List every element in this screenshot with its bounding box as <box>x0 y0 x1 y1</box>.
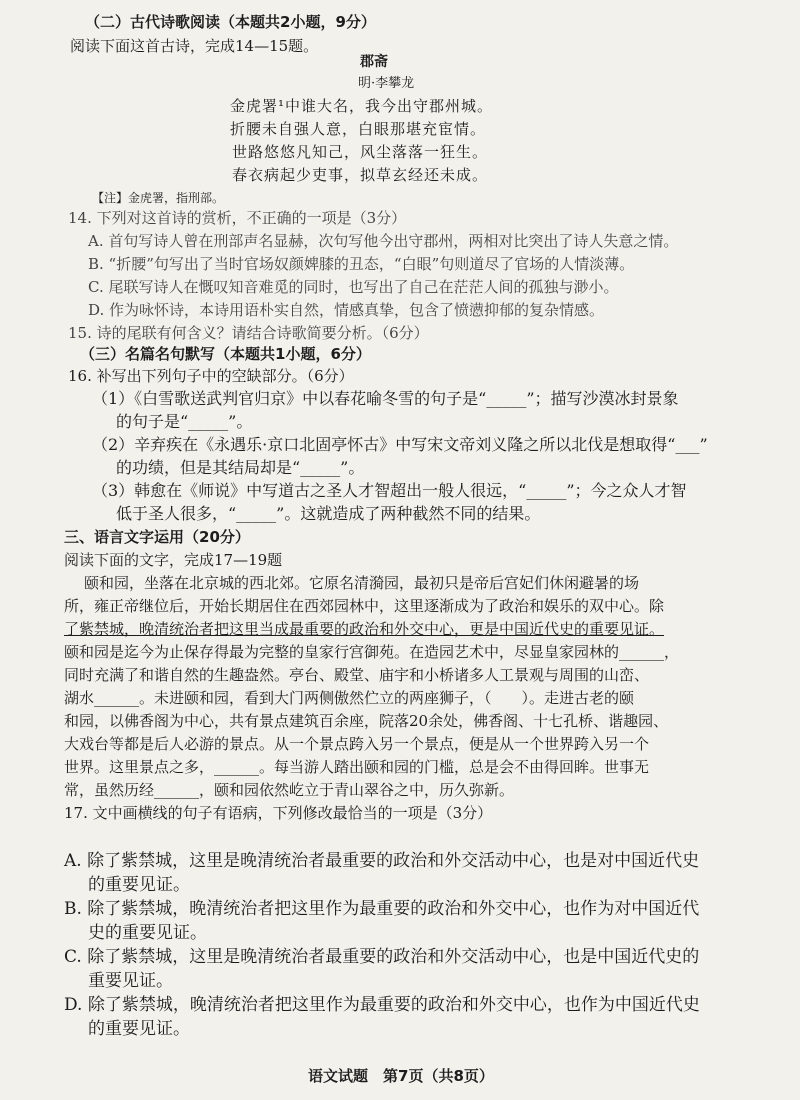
section-2-heading: （二）古代诗歌阅读（本题共2小题，9分） <box>85 13 376 31</box>
passage-line-10: 常，虽然历经______，颐和园依然屹立于青山翠谷之中，历久弥新。 <box>64 781 515 799</box>
poem-author: 明·李攀龙 <box>358 76 415 91</box>
q15-stem: 15. 诗的尾联有何含义？请结合诗歌简要分析。（6分） <box>68 324 429 342</box>
q16-1-line-1: （1）《白雪歌送武判官归京》中以春花喻冬雪的句子是“_____”；描写沙漠冰封景象 <box>92 389 679 408</box>
poem-line-1: 金虎署¹中谁大名，我今出守郡州城。 <box>230 97 494 115</box>
q17-option-b-line-1: B. 除了紫禁城，晚清统治者把这里作为最重要的政治和外交中心，也作为对中国近代 <box>64 899 700 919</box>
passage-line-3: 了紫禁城，晚清统治者把这里当成最重要的政治和外交中心，更是中国近代史的重要见证。 <box>64 620 665 638</box>
q16-2-line-1: （2）辛弃疾在《永遇乐·京口北固亭怀古》中写宋文帝刘义隆之所以北伐是想取得“___” <box>92 435 708 454</box>
q17-option-a-line-2: 的重要见证。 <box>88 875 190 895</box>
q17-option-d-line-1: D. 除了紫禁城，晚清统治者把这里作为最重要的政治和外交中心，也作为中国近代史 <box>64 995 700 1015</box>
q14-option-b: B. “折腰”句写出了当时官场奴颜婢膝的丑态，“白眼”句则道尽了官场的人情淡薄。 <box>88 255 635 273</box>
section-2-instruction: 阅读下面这首古诗，完成14—15题。 <box>70 37 319 55</box>
part-3-instruction: 阅读下面的文字，完成17—19题 <box>64 551 283 569</box>
passage-line-2: 所，雍正帝继位后，开始长期居住在西郊园林中，这里逐渐成为了政治和娱乐的双中心。除 <box>64 597 665 615</box>
part-3-heading: 三、语言文字运用（20分） <box>64 528 250 546</box>
poem-title: 郡斋 <box>360 54 388 70</box>
q14-option-c: C. 尾联写诗人在慨叹知音难觅的同时，也写出了自己在茫茫人间的孤独与渺小。 <box>88 278 619 296</box>
passage-line-11: 17. 文中画横线的句子有语病，下列修改最恰当的一项是（3分） <box>64 804 493 822</box>
q17-option-a-line-1: A. 除了紫禁城，这里是晚清统治者最重要的政治和外交活动中心，也是对中国近代史 <box>64 851 700 871</box>
poem-line-3: 世路悠悠凡知己，风尘落落一狂生。 <box>232 143 489 161</box>
q16-3-line-2: 低于圣人很多，“_____”。这就造成了两种截然不同的结果。 <box>116 504 541 523</box>
poem-line-4: 春衣病起少吏事，拟草玄经还未成。 <box>232 166 489 184</box>
passage-line-9: 世界。这里景点之多，______。每当游人踏出颐和园的门槛，总是会不由得回眸。世事无 <box>64 758 650 776</box>
q14-option-a: A. 首句写诗人曾在刑部声名显赫，次句写他今出守郡州，两相对比突出了诗人失意之情。 <box>88 232 679 250</box>
q17-option-d-line-2: 的重要见证。 <box>88 1019 190 1039</box>
page-footer: 语文试题 第7页（共8页） <box>308 1067 494 1085</box>
q16-3-line-1: （3）韩愈在《师说》中写道古之圣人才智超出一般人很远，“_____”；今之众人才智 <box>92 481 687 500</box>
q16-2-line-2: 的功绩，但是其结局却是“_____”。 <box>116 458 365 477</box>
q17-option-c-line-1: C. 除了紫禁城，这里是晚清统治者最重要的政治和外交活动中心，也是中国近代史的 <box>64 947 700 967</box>
q16-stem: 16. 补写出下列句子中的空缺部分。（6分） <box>68 367 354 385</box>
passage-line-5: 同时充满了和谐自然的生趣盎然。亭台、殿堂、庙宇和小桥诸多人工景观与周围的山峦、 <box>64 666 650 684</box>
poem-note: 【注】金虎署，指刑部。 <box>92 191 225 205</box>
poem-line-2: 折腰未自强人意，白眼那堪充宦情。 <box>230 120 487 138</box>
q14-stem: 14. 下列对这首诗的赏析，不正确的一项是（3分） <box>68 209 407 227</box>
passage-line-7: 和园，以佛香阁为中心，共有景点建筑百余座，院落20余处，佛香阁、十七孔桥、谐趣园、 <box>64 712 669 730</box>
passage-line-4: 颐和园是迄今为止保存得最为完整的皇家行宫御苑。在造园艺术中，尽显皇家园林的______， <box>64 643 680 661</box>
passage-line-6: 湖水______。未进颐和园，看到大门两侧傲然伫立的两座狮子，（ ）。走进古老的颐 <box>64 689 635 707</box>
q17-option-b-line-2: 史的重要见证。 <box>88 923 207 943</box>
q14-option-d: D. 作为咏怀诗，本诗用语朴实自然，情感真挚，包含了愤懑抑郁的复杂情感。 <box>88 301 605 319</box>
q17-option-c-line-2: 重要见证。 <box>88 971 173 991</box>
passage-line-1: 颐和园，坐落在北京城的西北郊。它原名清漪园，最初只是帝后宫妃们休闲避暑的场 <box>84 574 640 592</box>
q16-1-line-2: 的句子是“_____”。 <box>116 412 253 431</box>
section-3-heading: （三）名篇名句默写（本题共1小题，6分） <box>80 345 371 363</box>
passage-line-8: 大戏台等都是后人必游的景点。从一个景点跨入另一个景点，便是从一个世界跨入另一个 <box>64 735 650 753</box>
